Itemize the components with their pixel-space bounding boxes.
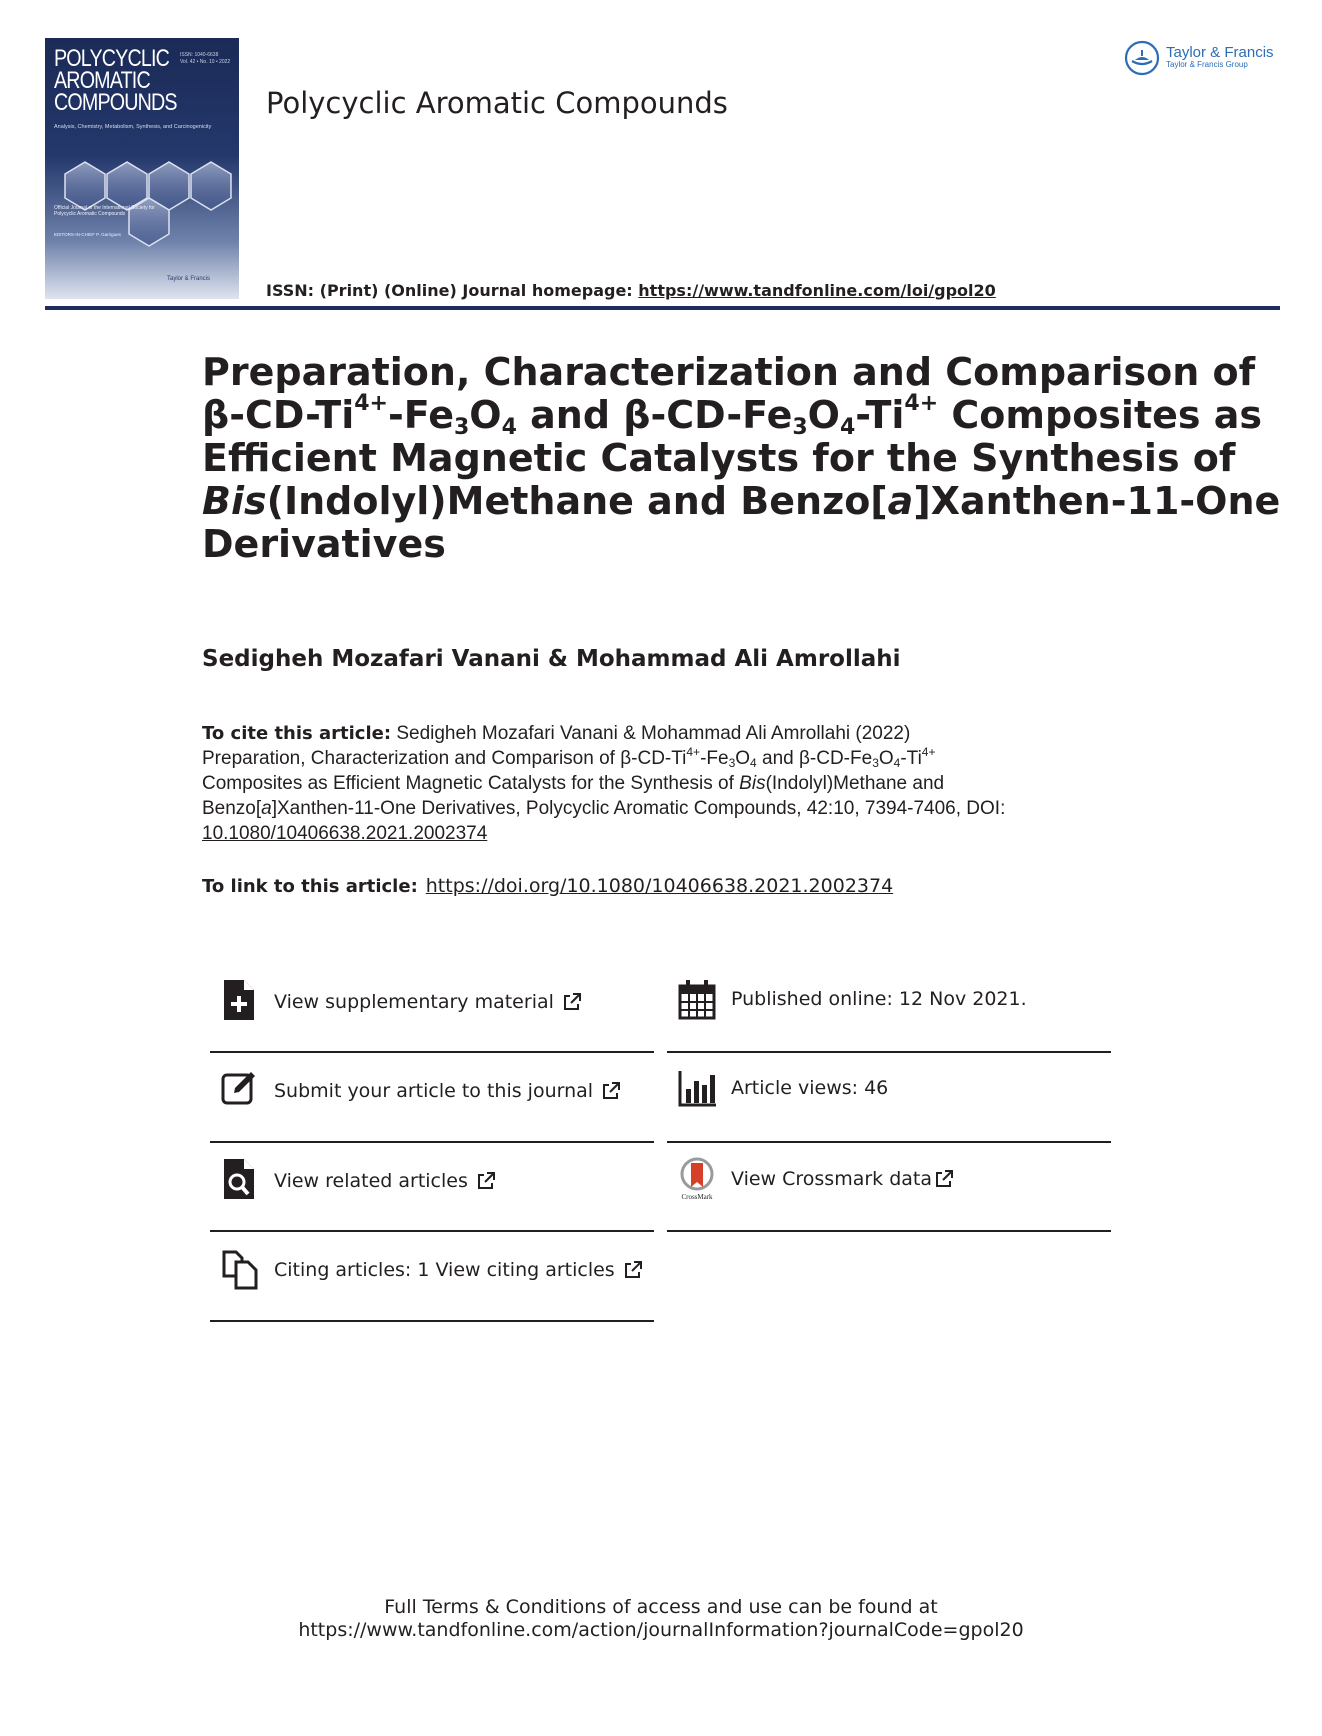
- cover-editors: EDITORS-IN-CHIEF P. Garrigues: [54, 232, 121, 237]
- title-fragment: and: [516, 393, 624, 437]
- submit-article-link[interactable]: [210, 1067, 655, 1147]
- cover-issn-line: Vol. 42 • No. 10 • 2022: [180, 59, 231, 65]
- title-fragment: O: [469, 393, 502, 437]
- published-online-info: [667, 978, 1112, 1058]
- title-line: Preparation, Characterization and Comparison of: [202, 350, 1256, 394]
- file-search-icon: [220, 1157, 260, 1201]
- crossmark-label: View Crossmark data: [731, 1168, 933, 1190]
- journal-name: Polycyclic Aromatic Compounds: [266, 86, 728, 120]
- cover-subtitle: Analysis, Chemistry, Metabolism, Synthesis, and Carcinogenicity: [54, 124, 212, 130]
- citation-subscript: 3: [872, 756, 879, 770]
- citing-articles-link[interactable]: [210, 1246, 655, 1326]
- related-articles-link[interactable]: [210, 1157, 655, 1237]
- title-fragment: ]Xanthen-11-One: [913, 479, 1281, 523]
- title-subscript: 3: [792, 415, 808, 440]
- calendar-icon: [677, 978, 717, 1022]
- article-link-line: [202, 875, 893, 897]
- related-articles-label: View related articles: [274, 1170, 468, 1192]
- crossmark-link[interactable]: [667, 1157, 1112, 1237]
- tf-scholar-lamp-icon: [1124, 40, 1160, 76]
- cover-title-line: POLYCYCLIC: [54, 45, 170, 72]
- cover-title-line: COMPOUNDS: [54, 89, 177, 116]
- journal-homepage-link[interactable]: https://www.tandfonline.com/loi/gpol20: [638, 281, 996, 300]
- info-divider: [210, 1141, 654, 1143]
- article-title: [202, 350, 1281, 566]
- cover-issn: [180, 52, 230, 66]
- external-link-icon: [562, 992, 582, 1012]
- cover-issn-line: ISSN: 1040-6638: [180, 52, 219, 58]
- file-plus-icon: [220, 978, 260, 1022]
- citation-fragment: Benzo[: [202, 798, 262, 819]
- citation-authors: Sedigheh Mozafari Vanani & Mohammad Ali Amrollahi (2022): [391, 723, 911, 744]
- title-line: [202, 479, 1281, 523]
- citation-fragment: Preparation, Characterization and Comparison of β-CD-Ti: [202, 748, 687, 769]
- title-line: [202, 391, 1262, 440]
- info-divider: [667, 1051, 1111, 1053]
- submit-article-label: Submit your article to this journal: [274, 1080, 594, 1102]
- external-link-icon: [623, 1260, 643, 1280]
- external-link-icon: [601, 1081, 621, 1101]
- title-fragment: -Ti: [855, 393, 905, 437]
- title-subscript: 4: [501, 415, 517, 440]
- citation-fragment: ]Xanthen-11-One Derivatives, Polycyclic Aromatic Compounds, 42:10, 7394-7406, DOI:: [271, 798, 1006, 819]
- citation-fragment: -Fe: [700, 748, 729, 769]
- article-doi-link[interactable]: https://doi.org/10.1080/10406638.2021.2002374: [425, 875, 894, 897]
- citation-line: [202, 821, 1102, 846]
- title-fragment: (Indolyl)Methane and Benzo[: [266, 479, 888, 523]
- crossmark-logo-text: CrossMark: [681, 1193, 713, 1201]
- title-italic: Bis: [202, 479, 267, 523]
- issn-label: ISSN: (Print) (Online) Journal homepage:: [266, 281, 639, 300]
- copy-documents-icon: [220, 1246, 260, 1290]
- article-authors: Sedigheh Mozafari Vanani & Mohammad Ali Amrollahi: [202, 646, 901, 672]
- info-divider: [667, 1230, 1111, 1232]
- journal-cover: [45, 38, 239, 299]
- citation-line: [202, 771, 1102, 796]
- citation-italic: Bis: [739, 773, 766, 794]
- publisher-name: Taylor & Francis: [1166, 44, 1274, 61]
- citation-italic: a: [261, 798, 272, 819]
- citation-fragment: O: [735, 748, 751, 769]
- citation-line: [202, 796, 1102, 821]
- citation-line: [202, 721, 1102, 746]
- link-label: To link to this article:: [202, 876, 418, 897]
- title-subscript: 3: [453, 415, 470, 440]
- article-views-label: Article views: 46: [731, 1077, 889, 1099]
- article-views-info: [667, 1067, 1112, 1147]
- citation-line: [202, 746, 1102, 771]
- title-superscript: 4+: [354, 391, 388, 416]
- cover-title-line: AROMATIC: [54, 67, 150, 94]
- terms-footer: [0, 1596, 1322, 1642]
- title-line: Efficient Magnetic Catalysts for the Synthesis of: [202, 436, 1236, 480]
- crossmark-icon: [677, 1157, 717, 1201]
- publisher-group: Taylor & Francis Group: [1166, 60, 1248, 69]
- supplementary-material-label: View supplementary material: [274, 991, 554, 1013]
- citation-superscript: 4+: [921, 745, 936, 759]
- citation-superscript: 4+: [686, 745, 701, 759]
- cover-title: [54, 45, 177, 116]
- hexagon-molecule-icon: [45, 138, 239, 258]
- footer-line: Full Terms & Conditions of access and use can be found at: [384, 1596, 938, 1618]
- citation-doi-link[interactable]: 10.1080/10406638.2021.2002374: [202, 823, 488, 844]
- issn-line: [266, 281, 996, 300]
- citation-fragment: (Indolyl)Methane and: [765, 773, 945, 794]
- citation-fragment: O: [878, 748, 894, 769]
- bar-chart-icon: [677, 1067, 717, 1111]
- info-divider: [210, 1230, 654, 1232]
- citation-subscript: 3: [728, 756, 736, 770]
- header-divider: [45, 306, 1280, 310]
- external-link-icon: [934, 1169, 954, 1189]
- info-divider: [667, 1141, 1111, 1143]
- info-divider: [210, 1051, 654, 1053]
- published-online-label: Published online: 12 Nov 2021.: [731, 988, 1027, 1010]
- title-fragment: O: [807, 393, 840, 437]
- citing-articles-label: Citing articles: 1 View citing articles: [274, 1259, 615, 1281]
- title-subscript: 4: [839, 415, 856, 440]
- publisher-logo[interactable]: [1124, 40, 1274, 76]
- title-line: Derivatives: [202, 522, 446, 566]
- title-fragment: Composites as: [938, 393, 1262, 437]
- external-link-icon: [476, 1171, 496, 1191]
- edit-square-icon: [220, 1067, 260, 1111]
- citation-label: To cite this article:: [202, 723, 392, 744]
- citation-subscript: 4: [893, 756, 901, 770]
- title-fragment: β-CD-Ti: [202, 393, 355, 437]
- citation-fragment: -Ti: [900, 748, 922, 769]
- citation-subscript: 4: [750, 756, 757, 770]
- cover-publisher: Taylor & Francis: [167, 276, 211, 282]
- title-italic: a: [887, 479, 914, 523]
- supplementary-material-link[interactable]: [210, 978, 655, 1058]
- title-fragment: -Fe: [388, 393, 454, 437]
- citation-block: [202, 721, 1102, 846]
- citation-fragment: and β-CD-Fe: [756, 748, 873, 769]
- title-fragment: β-CD-Fe: [623, 393, 793, 437]
- info-divider: [210, 1320, 654, 1322]
- citation-fragment: Composites as Efficient Magnetic Catalysts for the Synthesis of: [202, 773, 740, 794]
- footer-url[interactable]: https://www.tandfonline.com/action/journalInformation?journalCode=gpol20: [298, 1619, 1024, 1641]
- title-superscript: 4+: [904, 391, 939, 416]
- cover-official-note: Official Journal of the International Society for Polycyclic Aromatic Compounds: [54, 205, 155, 217]
